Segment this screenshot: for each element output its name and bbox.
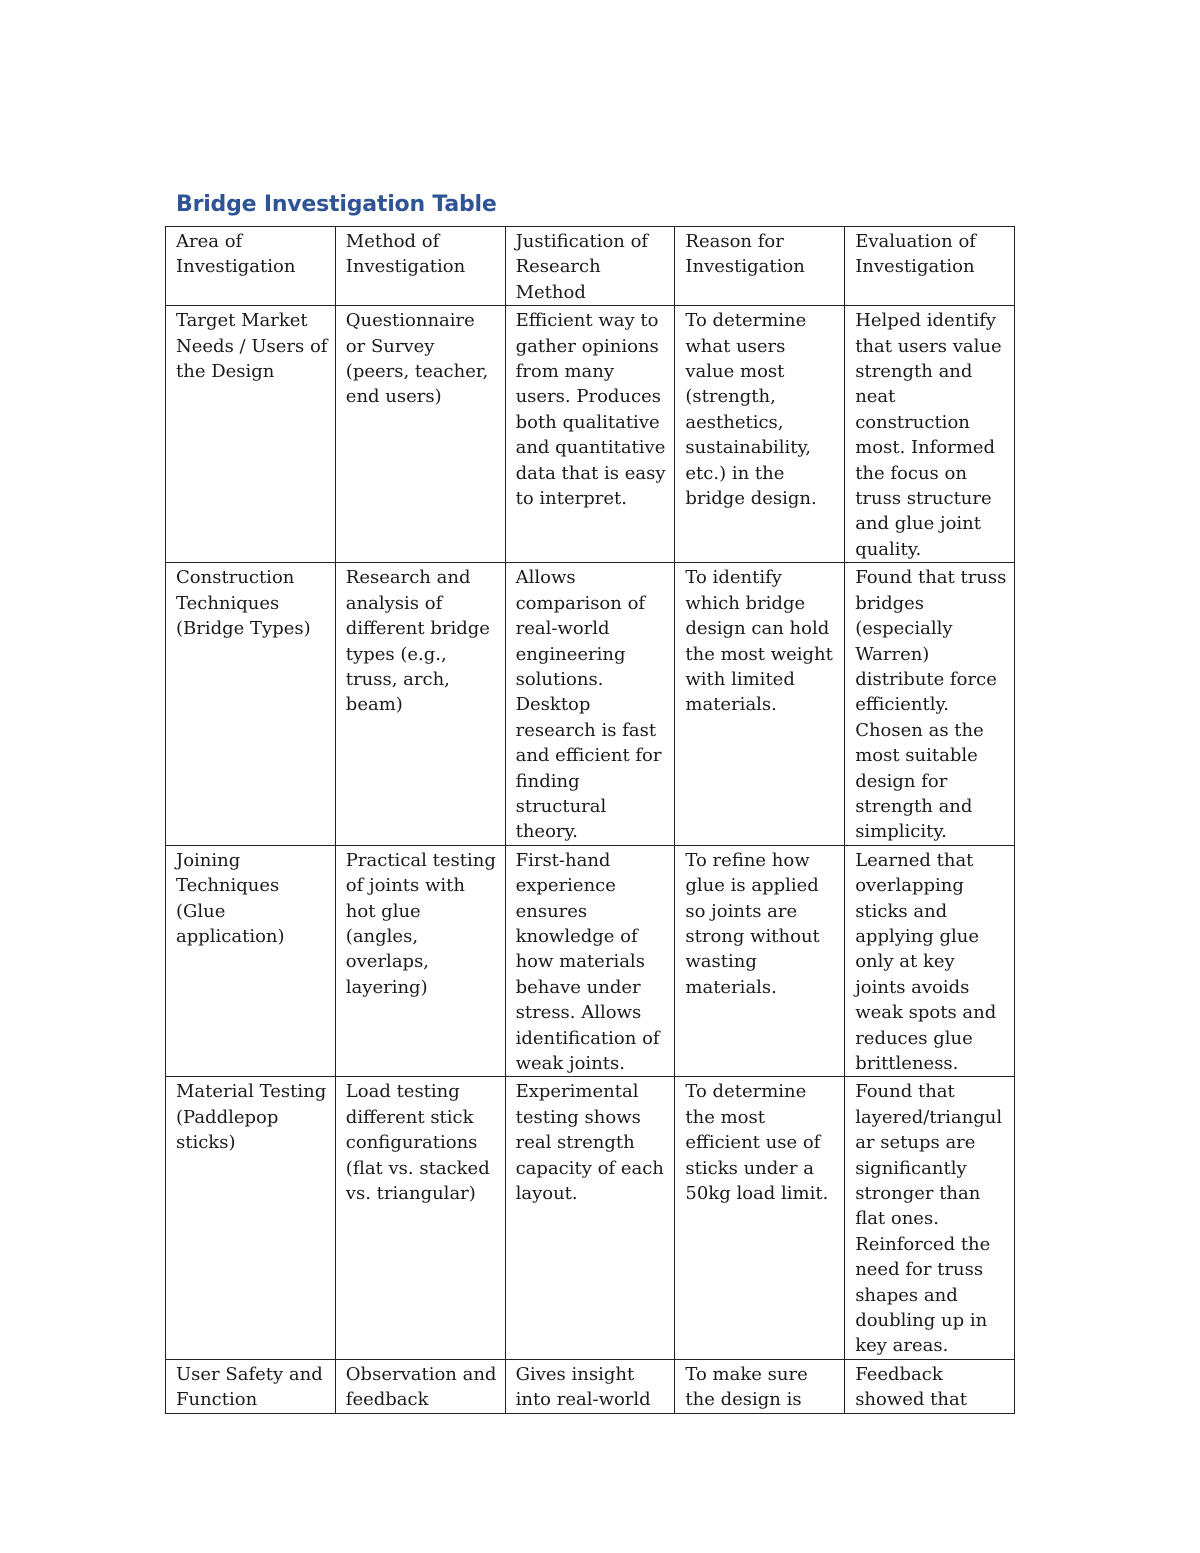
cell-reason: To refine how glue is applied so joints are strong without wasting materials.	[675, 845, 845, 1077]
header-justification: Justification of Research Method	[505, 227, 675, 306]
table-row	[166, 1359, 1015, 1413]
cell-evaluation: Helped identify that users value strength and neat construction most. Informed the focus on truss structure and glue joint quality.	[845, 306, 1015, 563]
cell-evaluation	[845, 1359, 1015, 1413]
cell-reason: To identify which bridge design can hold the most weight with limited materials.	[675, 563, 845, 845]
cell-reason: To determine the most efficient use of sticks under a 50kg load limit.	[675, 1077, 845, 1359]
cell-area: Target Market Needs / Users of the Design	[166, 306, 336, 563]
cell-method: Research and analysis of different bridge types (e.g., truss, arch, beam)	[335, 563, 505, 845]
cell-reason-text: To make sure the design is	[685, 1363, 808, 1411]
cell-evaluation: Found that layered/triangular setups are significantly stronger than flat ones. Reinforced the need for truss shapes and doubling up in key areas.	[845, 1077, 1015, 1359]
cell-method-text: Observation and feedback	[345, 1363, 497, 1411]
cell-justification: Experimental testing shows real strength capacity of each layout.	[505, 1077, 675, 1359]
cell-reason: To determine what users value most (strength, aesthetics, sustainability, etc.) in the bridge design.	[675, 306, 845, 563]
cell-area-text: User Safety and Function	[176, 1363, 323, 1411]
cell-method: Practical testing of joints with hot glue (angles, overlaps, layering)	[335, 845, 505, 1077]
cell-area: Material Testing (Paddlepop sticks)	[166, 1077, 336, 1359]
header-evaluation: Evaluation of Investigation	[845, 227, 1015, 306]
header-reason: Reason for Investigation	[675, 227, 845, 306]
cell-justification: Efficient way to gather opinions from many users. Produces both qualitative and quantitative data that is easy to interpret.	[505, 306, 675, 563]
header-method: Method of Investigation	[335, 227, 505, 306]
table-row	[166, 563, 1015, 845]
cell-method: Questionnaire or Survey (peers, teacher, end users)	[335, 306, 505, 563]
cell-area: Construction Techniques (Bridge Types)	[166, 563, 336, 845]
cell-evaluation-text: Feedback showed that	[855, 1363, 967, 1411]
header-area: Area of Investigation	[166, 227, 336, 306]
cell-justification-text: Gives insight into real-world	[515, 1363, 651, 1411]
cell-method	[335, 1359, 505, 1413]
investigation-table	[165, 226, 1015, 1414]
cell-method: Load testing different stick configurations (flat vs. stacked vs. triangular)	[335, 1077, 505, 1359]
cell-evaluation: Learned that overlapping sticks and applying glue only at key joints avoids weak spots and reduces glue brittleness.	[845, 845, 1015, 1077]
table-row	[166, 306, 1015, 563]
table-row	[166, 845, 1015, 1077]
table-row	[166, 1077, 1015, 1359]
table-header-row	[166, 227, 1015, 306]
cell-justification: Allows comparison of real-world engineering solutions. Desktop research is fast and efficient for finding structural theory.	[505, 563, 675, 845]
cell-area: Joining Techniques (Glue application)	[166, 845, 336, 1077]
cell-justification: First-hand experience ensures knowledge of how materials behave under stress. Allows identification of weak joints.	[505, 845, 675, 1077]
cell-evaluation: Found that truss bridges (especially Warren) distribute force efficiently. Chosen as the most suitable design for strength and simplicity.	[845, 563, 1015, 845]
cell-reason	[675, 1359, 845, 1413]
document-title: Bridge Investigation Table	[176, 192, 497, 217]
cell-area	[166, 1359, 336, 1413]
cell-justification	[505, 1359, 675, 1413]
